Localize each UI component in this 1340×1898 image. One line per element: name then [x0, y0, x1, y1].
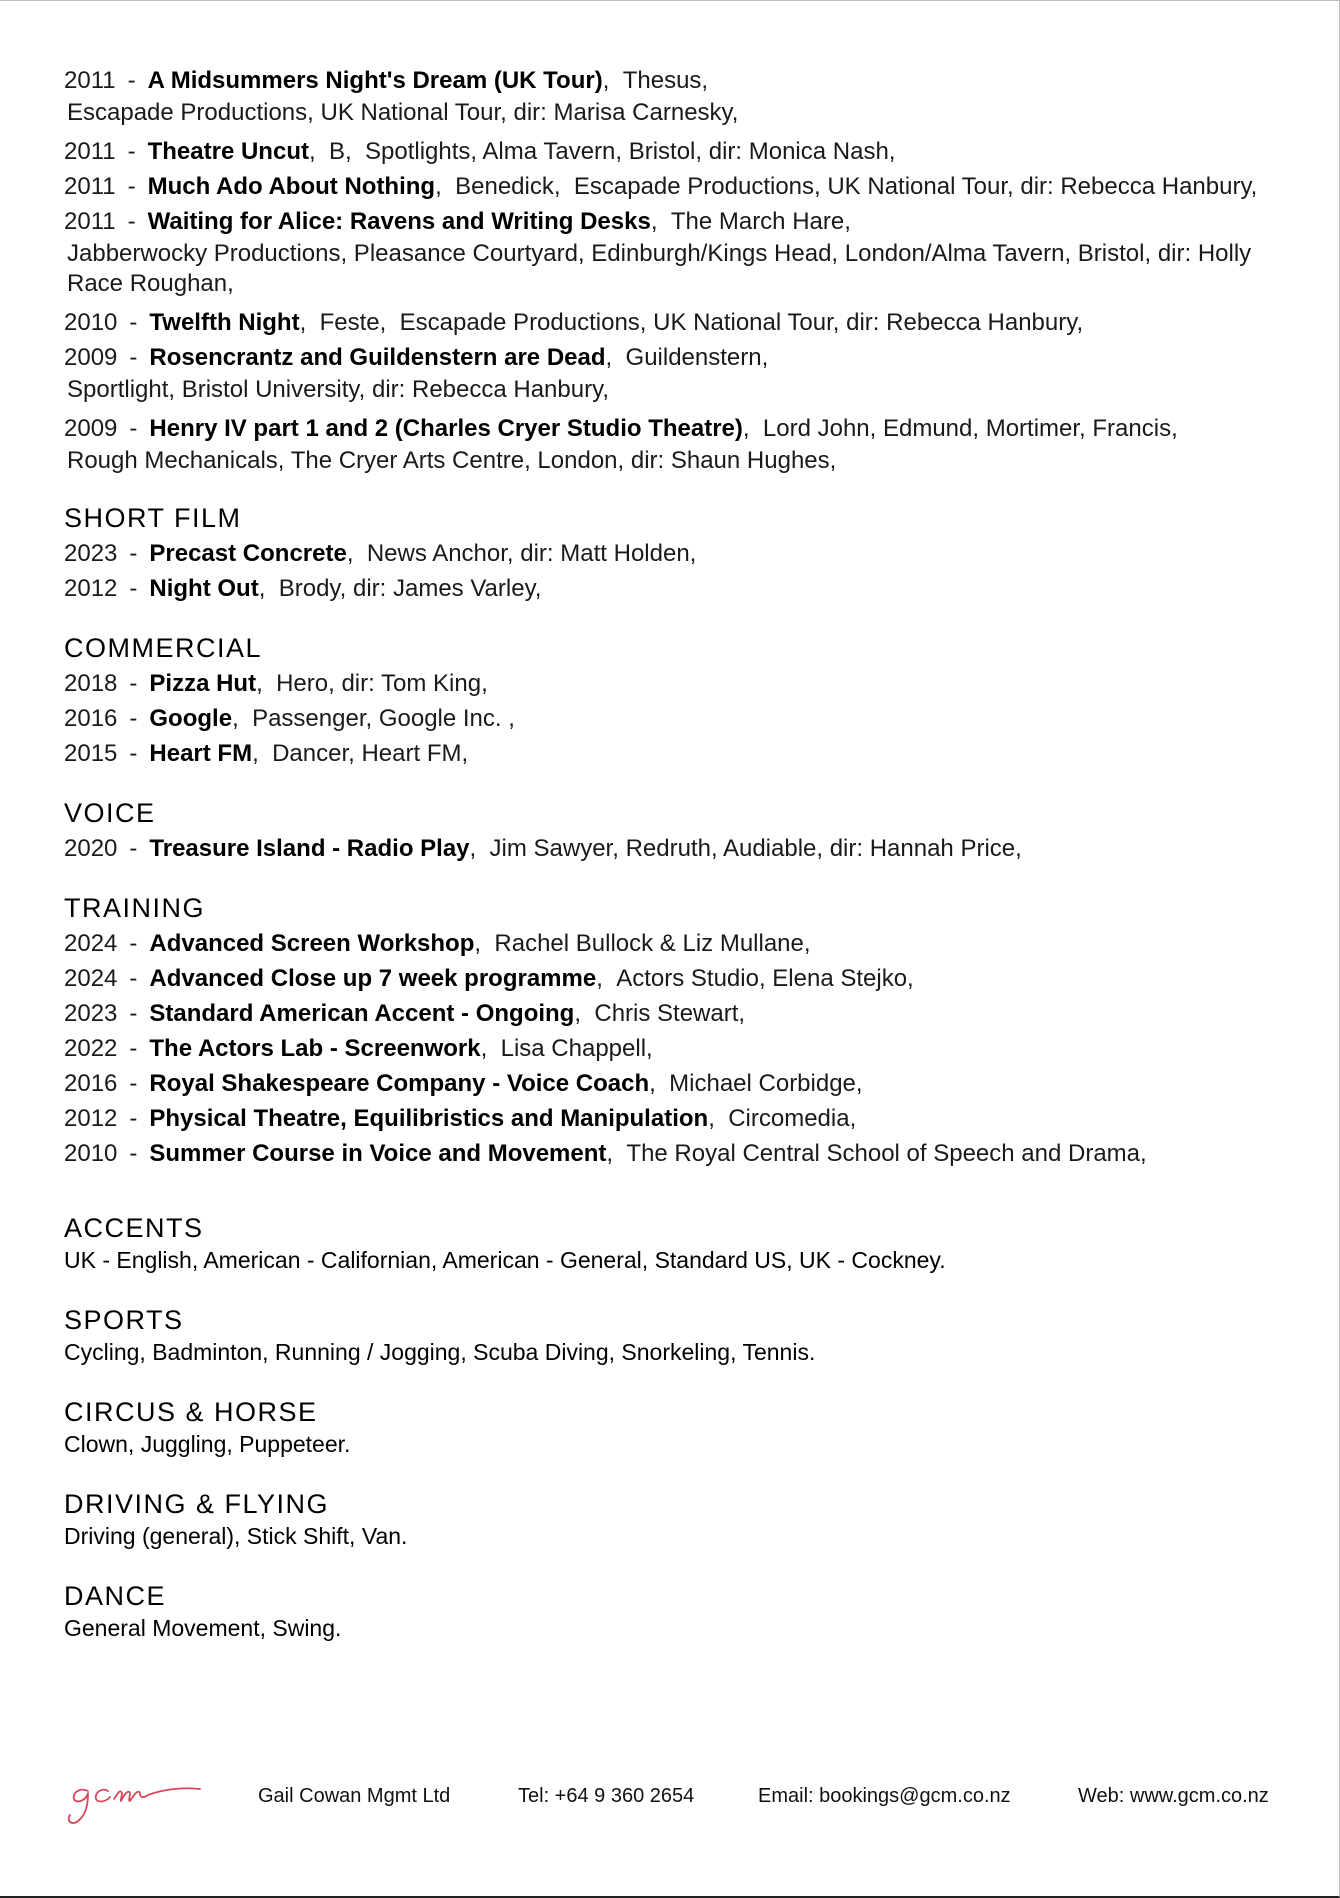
credit-details: Jabberwocky Productions, Pleasance Courtyard, Edinburgh/Kings Head, London/Alma Tavern, Bristol, dir: Holly Race Roughan,	[67, 240, 1252, 297]
credit-year: 2011	[64, 67, 116, 94]
credit-entry: 2011 - A Midsummers Night's Dream (UK Tour), Thesus, Escapade Productions, UK National Tour, dir: Marisa Carnesky,	[64, 63, 1264, 128]
skills-list: UK - English, American - Californian, American - General, Standard US, UK - Cockney.	[64, 1247, 946, 1273]
credit-title: Pizza Hut	[149, 670, 257, 697]
credit-title: Treasure Island - Radio Play	[149, 835, 470, 862]
training-year: 2023	[64, 1000, 118, 1027]
skills-list: Clown, Juggling, Puppeteer.	[64, 1431, 351, 1457]
credit-entry: 2012 - Night Out, Brody, dir: James Varley,	[64, 575, 542, 602]
credit-details: News Anchor, dir: Matt Holden,	[366, 540, 697, 567]
credit-details: Dancer, Heart FM,	[272, 740, 469, 767]
gcm-logo	[64, 1771, 204, 1831]
training-details: The Royal Central School of Speech and Drama,	[626, 1140, 1147, 1167]
credit-entry: 2015 - Heart FM, Dancer, Heart FM,	[64, 740, 469, 767]
credit-details: Passenger, Google Inc. ,	[252, 705, 515, 732]
training-title: The Actors Lab - Screenwork	[149, 1035, 481, 1062]
credit-title: Waiting for Alice: Ravens and Writing Desks	[147, 208, 651, 235]
credit-role: Thesus,	[622, 67, 709, 94]
credit-entry: 2023 - Precast Concrete, News Anchor, dir: Matt Holden,	[64, 540, 697, 567]
section-short-film	[64, 500, 1264, 606]
credit-entry: 2009 - Henry IV part 1 and 2 (Charles Cryer Studio Theatre), Lord John, Edmund, Mortimer, Francis, Rough Mechanicals, The Cryer Arts Centre, London, dir: Shaun Hughes,	[64, 411, 1264, 476]
training-details: Rachel Bullock & Liz Mullane,	[494, 930, 811, 957]
skills-circus-horse	[64, 1395, 1264, 1459]
footer-phone: Tel: +64 9 360 2654	[518, 1785, 695, 1807]
skills-heading: CIRCUS & HORSE	[64, 1397, 318, 1427]
skills-list: Driving (general), Stick Shift, Van.	[64, 1523, 408, 1549]
section-heading: COMMERCIAL	[64, 633, 263, 663]
training-title: Advanced Screen Workshop	[149, 930, 475, 957]
credit-entry: 2018 - Pizza Hut, Hero, dir: Tom King,	[64, 670, 488, 697]
training-details: Circomedia,	[728, 1105, 857, 1132]
training-year: 2024	[64, 930, 118, 957]
footer-web[interactable]: Web: www.gcm.co.nz	[1078, 1785, 1269, 1807]
skills-sports	[64, 1303, 1264, 1367]
credit-details: Escapade Productions, UK National Tour, dir: Marisa Carnesky,	[67, 99, 739, 126]
credit-details: Hero, dir: Tom King,	[276, 670, 488, 697]
footer-email[interactable]: Email: bookings@gcm.co.nz	[758, 1785, 1011, 1807]
credit-role: Feste,	[319, 309, 387, 336]
skills-accents	[64, 1211, 1264, 1275]
cv-content	[64, 63, 1264, 1643]
gcm-logo-mark	[64, 1771, 204, 1831]
credit-year: 2011	[64, 138, 116, 165]
credit-role: Guildenstern,	[625, 344, 769, 371]
credit-title: Google	[149, 705, 233, 732]
training-title: Standard American Accent - Ongoing	[149, 1000, 575, 1027]
credit-details: Rough Mechanicals, The Cryer Arts Centre, London, dir: Shaun Hughes,	[67, 447, 837, 474]
training-details: Actors Studio, Elena Stejko,	[616, 965, 914, 992]
credit-entry: 2010 - Twelfth Night, Feste, Escapade Productions, UK National Tour, dir: Rebecca Hanbury,	[64, 309, 1084, 336]
section-voice	[64, 795, 1264, 866]
footer	[64, 1771, 1284, 1831]
training-year: 2016	[64, 1070, 118, 1097]
training-details: Lisa Chappell,	[500, 1035, 653, 1062]
section-commercial	[64, 630, 1264, 771]
credit-year: 2018	[64, 670, 118, 697]
skills-heading: ACCENTS	[64, 1213, 204, 1243]
credit-year: 2012	[64, 575, 118, 602]
credit-title: Precast Concrete	[149, 540, 347, 567]
skills-dance	[64, 1579, 1264, 1643]
credit-year: 2010	[64, 309, 118, 336]
credit-year: 2020	[64, 835, 118, 862]
credit-details: Escapade Productions, UK National Tour, dir: Rebecca Hanbury,	[573, 173, 1258, 200]
credit-entry: 2011 - Much Ado About Nothing, Benedick, Escapade Productions, UK National Tour, dir: Rebecca Hanbury,	[64, 173, 1258, 200]
credit-year: 2009	[64, 415, 118, 442]
credit-title: Twelfth Night	[149, 309, 300, 336]
training-entry: 2024 - Advanced Screen Workshop, Rachel Bullock & Liz Mullane,	[64, 930, 811, 957]
theatre-credits	[64, 63, 1264, 476]
skills-driving-flying	[64, 1487, 1264, 1551]
credit-details: Spotlights, Alma Tavern, Bristol, dir: Monica Nash,	[365, 138, 896, 165]
training-year: 2012	[64, 1105, 118, 1132]
training-entry: 2023 - Standard American Accent - Ongoing, Chris Stewart,	[64, 1000, 746, 1027]
training-entry: 2024 - Advanced Close up 7 week programme, Actors Studio, Elena Stejko,	[64, 965, 914, 992]
section-heading: SHORT FILM	[64, 503, 242, 533]
credit-entry: 2009 - Rosencrantz and Guildenstern are Dead, Guildenstern, Sportlight, Bristol University, dir: Rebecca Hanbury,	[64, 340, 1264, 405]
credit-details: Sportlight, Bristol University, dir: Rebecca Hanbury,	[67, 376, 609, 403]
skills-list: General Movement, Swing.	[64, 1615, 342, 1641]
training-title: Physical Theatre, Equilibristics and Manipulation	[149, 1105, 709, 1132]
credit-year: 2016	[64, 705, 118, 732]
training-entry: 2022 - The Actors Lab - Screenwork, Lisa Chappell,	[64, 1035, 653, 1062]
credit-entry: 2011 - Waiting for Alice: Ravens and Writing Desks, The March Hare, Jabberwocky Productions, Pleasance Courtyard, Edinburgh/Kings Head, London/Alma Tavern, Bristol, dir: Holly Race Roughan,	[64, 204, 1264, 299]
training-entry: 2016 - Royal Shakespeare Company - Voice Coach, Michael Corbidge,	[64, 1070, 863, 1097]
credit-details: Jim Sawyer, Redruth, Audiable, dir: Hannah Price,	[489, 835, 1022, 862]
credit-title: Rosencrantz and Guildenstern are Dead	[149, 344, 606, 371]
training-details: Chris Stewart,	[594, 1000, 746, 1027]
skills-list: Cycling, Badminton, Running / Jogging, Scuba Diving, Snorkeling, Tennis.	[64, 1339, 816, 1365]
training-entry: 2010 - Summer Course in Voice and Movement, The Royal Central School of Speech and Drama,	[64, 1140, 1147, 1167]
credit-details: Escapade Productions, UK National Tour, dir: Rebecca Hanbury,	[399, 309, 1084, 336]
credit-role: Lord John, Edmund, Mortimer, Francis,	[762, 415, 1178, 442]
credit-year: 2023	[64, 540, 118, 567]
training-title: Summer Course in Voice and Movement	[149, 1140, 607, 1167]
training-year: 2024	[64, 965, 118, 992]
credit-entry: 2020 - Treasure Island - Radio Play, Jim Sawyer, Redruth, Audiable, dir: Hannah Price,	[64, 835, 1022, 862]
skills-heading: DANCE	[64, 1581, 167, 1611]
credit-role: The March Hare,	[670, 208, 851, 235]
section-heading: TRAINING	[64, 893, 206, 923]
training-year: 2022	[64, 1035, 118, 1062]
training-year: 2010	[64, 1140, 118, 1167]
section-heading: VOICE	[64, 798, 156, 828]
training-details: Michael Corbidge,	[669, 1070, 863, 1097]
credit-title: Theatre Uncut	[147, 138, 309, 165]
credit-role: Benedick,	[455, 173, 561, 200]
credit-title: Henry IV part 1 and 2 (Charles Cryer Studio Theatre)	[149, 415, 743, 442]
credit-year: 2011	[64, 173, 116, 200]
credit-role: B,	[328, 138, 352, 165]
section-training	[64, 890, 1264, 1171]
training-title: Royal Shakespeare Company - Voice Coach	[149, 1070, 650, 1097]
training-title: Advanced Close up 7 week programme	[149, 965, 597, 992]
credit-title: A Midsummers Night's Dream (UK Tour)	[147, 67, 603, 94]
training-entry: 2012 - Physical Theatre, Equilibristics and Manipulation, Circomedia,	[64, 1105, 857, 1132]
credit-entry: 2016 - Google, Passenger, Google Inc. ,	[64, 705, 515, 732]
credit-year: 2015	[64, 740, 118, 767]
credit-details: Brody, dir: James Varley,	[278, 575, 542, 602]
footer-company: Gail Cowan Mgmt Ltd	[258, 1785, 451, 1807]
credit-year: 2011	[64, 208, 116, 235]
credit-title: Heart FM	[149, 740, 253, 767]
skills-heading: SPORTS	[64, 1305, 184, 1335]
credit-entry: 2011 - Theatre Uncut, B, Spotlights, Alma Tavern, Bristol, dir: Monica Nash,	[64, 138, 896, 165]
credit-title: Night Out	[149, 575, 259, 602]
skills-heading: DRIVING & FLYING	[64, 1489, 330, 1519]
credit-year: 2009	[64, 344, 118, 371]
credit-title: Much Ado About Nothing	[147, 173, 436, 200]
